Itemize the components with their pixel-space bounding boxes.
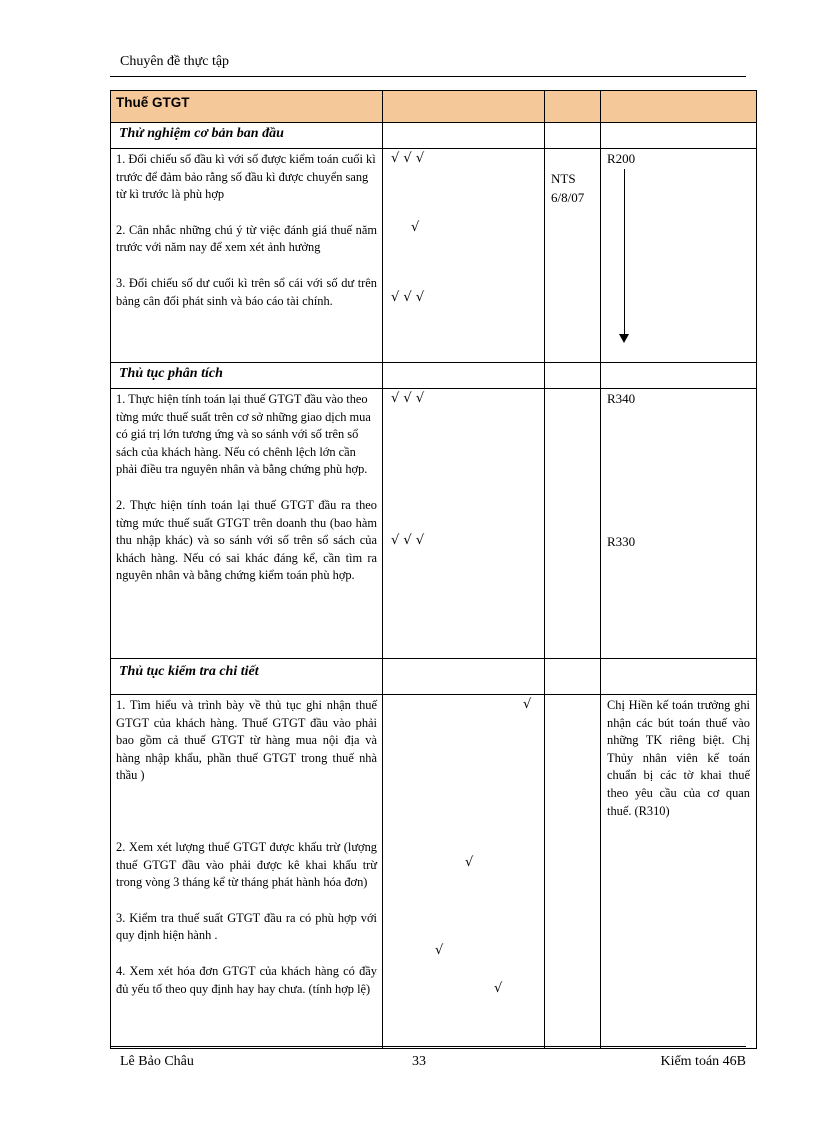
- page-header-title: Chuyên đề thực tập: [120, 54, 230, 69]
- working-paper-reference: R200: [607, 151, 636, 166]
- check-mark: √ √ √: [391, 290, 425, 305]
- section-body-row: [111, 149, 757, 363]
- audit-program-table: [110, 90, 757, 1049]
- check-mark: √ √ √: [391, 533, 425, 548]
- steps-cell: [111, 149, 383, 363]
- reference-cell: [601, 695, 757, 1049]
- table-title: Thuế GTGT: [111, 91, 383, 123]
- check-mark: √: [435, 943, 444, 958]
- initials-cell: [545, 149, 601, 363]
- step-text: 4. Xem xét hóa đơn GTGT của khách hàng có đầy đủ yếu tố theo quy định hay hay chưa. (tính hợp lệ): [116, 963, 377, 996]
- steps-cell: [111, 389, 383, 659]
- arrow-line: [624, 169, 625, 334]
- step-text: 3. Kiểm tra thuế suất GTGT đầu ra có phù hợp với quy định hiện hành .: [116, 910, 377, 943]
- section-header-row: [111, 123, 757, 149]
- section-title-detail-tests: Thủ tục kiểm tra chi tiết: [111, 659, 383, 695]
- page-number: 33: [412, 1054, 426, 1069]
- footer-divider: [110, 1046, 746, 1047]
- footer-author: Lê Bảo Châu: [120, 1054, 194, 1069]
- steps-cell: [111, 695, 383, 1049]
- auditor-initials: NTS: [551, 171, 576, 186]
- check-mark: √: [465, 855, 474, 870]
- step-text: 1. Tìm hiểu và trình bày về thủ tục ghi nhận thuế GTGT của khách hàng. Thuế GTGT đầu vào phải bao gồm cả thuế GTGT từ hàng mua nội địa và hàng nhập khẩu, phần thuế GTGT trong thuế nhà thầu ): [116, 698, 377, 783]
- audit-date: 6/8/07: [551, 190, 585, 205]
- section-header-row: [111, 363, 757, 389]
- auditor-note: Chị Hiền kế toán trưởng ghi nhận các bút toán thuế vào những TK riêng biệt. Chị Thủy nhân viên kế toán chuẩn bị các tờ khai thuế theo yêu cầu của cơ quan thuế. (R310): [607, 698, 750, 818]
- section-header-row: [111, 659, 757, 695]
- step-text: 3. Đối chiếu số dư cuối kì trên sổ cái với số dư trên bảng cân đối phát sinh và báo cáo tài chính.: [116, 275, 377, 308]
- footer-class: Kiểm toán 46B: [660, 1054, 746, 1069]
- arrow-down-icon: [619, 334, 629, 343]
- check-mark: √: [523, 697, 532, 712]
- initials-cell: [545, 695, 601, 1049]
- check-mark: √: [494, 981, 503, 996]
- working-paper-reference: R330: [607, 534, 636, 549]
- checks-cell: [383, 389, 545, 659]
- working-paper-reference: R340: [607, 391, 636, 406]
- checks-cell: [383, 695, 545, 1049]
- section-body-row: [111, 389, 757, 659]
- header-divider: [110, 76, 746, 77]
- step-text: 2. Xem xét lượng thuế GTGT được khấu trừ (lượng thuế GTGT đầu vào phải được kê khai khấu trừ trong vòng 3 tháng kể từ tháng phát hành hóa đơn): [116, 839, 377, 890]
- check-mark: √: [411, 220, 420, 235]
- initials-cell: [545, 389, 601, 659]
- table-title-row: [111, 91, 757, 123]
- checks-cell: [383, 149, 545, 363]
- check-mark: √ √ √: [391, 151, 425, 166]
- step-text: 2. Cân nhắc những chú ý từ việc đánh giá thuế năm trước với năm nay để xem xét ảnh hưởng: [116, 222, 377, 255]
- check-mark: √ √ √: [391, 391, 425, 406]
- section-title-analytical: Thủ tục phân tích: [111, 363, 383, 389]
- section-body-row: [111, 695, 757, 1049]
- reference-cell: [601, 149, 757, 363]
- step-text: 1. Thực hiện tính toán lại thuế GTGT đầu vào theo từng mức thuế suất trên cơ sở những giao dịch mua có giá trị lớn tương ứng và so sánh với số trên sổ sách của khách hàng. Nếu có chênh lệch lớn cần phải điều tra nguyên nhân và bằng chứng phù hợp.: [116, 392, 371, 477]
- reference-cell: [601, 389, 757, 659]
- section-title-initial-tests: Thử nghiệm cơ bản ban đầu: [111, 123, 383, 149]
- step-text: 2. Thực hiện tính toán lại thuế GTGT đầu ra theo từng mức thuế suất GTGT trên doanh thu (bao hàm thu nhập khác) và so sánh với số trên sổ sách của khách hàng. Nếu có sai khác đáng kể, cần tìm ra nguyên nhân và bằng chứng kiểm toán phù hợp.: [116, 497, 377, 583]
- step-text: 1. Đối chiếu số đầu kì với số được kiểm toán cuối kì trước để đảm bảo rằng số đầu kì được chuyển sang từ kì trước là phù hợp: [116, 152, 376, 202]
